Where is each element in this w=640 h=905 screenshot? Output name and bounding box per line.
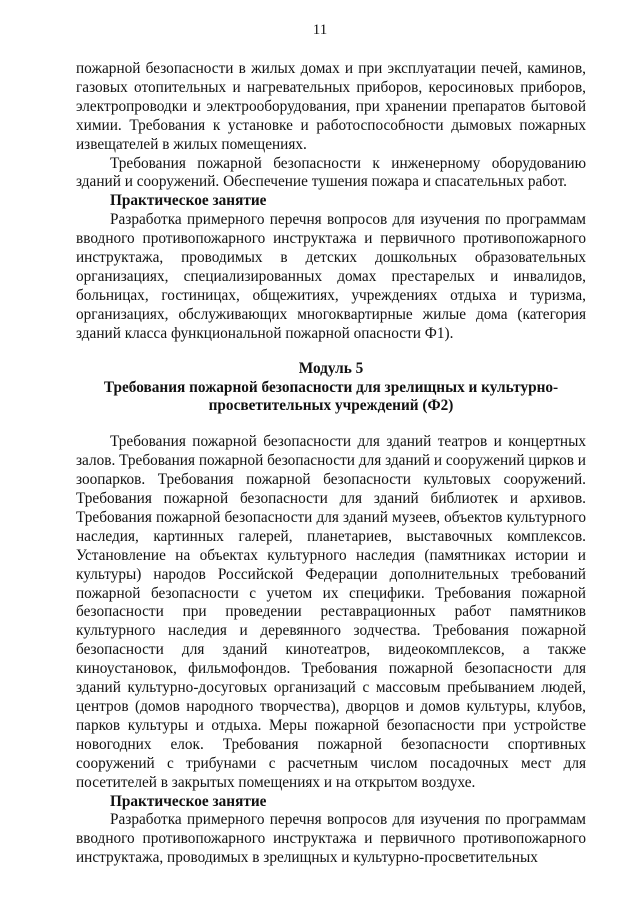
intro-paragraph-1: пожарной безопасности в жилых домах и при эксплуатации печей, каминов, газовых отопительных и нагревательных приборов, керосиновых приборов, электропроводки и электрооборудования, при хранении препаратов бытовой химии. Требования к установке и работоспособности дымовых пожарных извещателей в жилых помещениях.: [76, 60, 586, 153]
spacer: [76, 416, 586, 433]
page-number: 11: [312, 22, 328, 38]
practice-text-2: Разработка примерного перечня вопросов для изучения по программам вводного противопожарного инструктажа и первичного противопожарного инструктажа, проводимых в зрелищных и культурно-просветительных: [76, 811, 586, 867]
page-content: [76, 60, 586, 868]
module-subtitle: Требования пожарной безопасности для зрелищных и культурно-просветительных учреждений (Ф2): [103, 378, 559, 415]
practice-heading-1: Практическое занятие: [110, 192, 267, 210]
module-body: Требования пожарной безопасности для зданий театров и концертных залов. Требования пожарной безопасности для зданий и сооружений цирков и зоопарков. Требования пожарной безопасности культовых сооружений. Требования пожарной безопасности для зданий библиотек и архивов. Требования пожарной безопасности для зданий музеев, объектов культурного наследия, картинных галерей, планетариев, выставочных комплексов. Установление на объектах культурного наследия (памятниках истории и культуры) народов Российской Федерации дополнительных требований пожарной безопасности с учетом их специфики. Требования пожарной безопасности при проведении реставрационных работ памятников культурного наследия и деревянного зодчества. Требования пожарной безопасности для зданий кинотеатров, видеокомплексов, а также киноустановок, фильмофондов. Требования пожарной безопасности для зданий культурно-досуговых организаций с массовым пребыванием людей, центров (домов народного творчества), дворцов и домов культуры, клубов, парков культуры и отдыха. Меры пожарной безопасности при устройстве новогодних елок. Требования пожарной безопасности спортивных сооружений с трибунами с расчетным числом посадочных мест для посетителей в закрытых помещениях и на открытом воздухе.: [76, 433, 586, 791]
intro-paragraph-2: Требования пожарной безопасности к инженерному оборудованию зданий и сооружений. Обеспечение тушения пожара и спасательных работ.: [76, 154, 586, 191]
module-title: Модуль 5: [298, 359, 364, 377]
practice-heading-2: Практическое занятие: [110, 792, 267, 810]
practice-text-1: Разработка примерного перечня вопросов для изучения по программам вводного противопожарного инструктажа и первичного противопожарного инструктажа, проводимых в детских дошкольных образовательных организациях, специализированных домах престарелых и инвалидов, больницах, гостиницах, общежитиях, учреждениях отдыха и туризма, организациях, обслуживающих многоквартирные жилые дома (категория зданий класса функциональной пожарной опасности Ф1).: [76, 211, 586, 342]
